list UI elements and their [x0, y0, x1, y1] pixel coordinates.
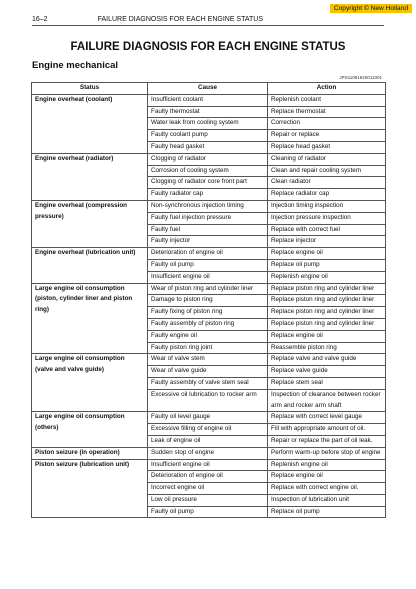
- action-cell: Replace piston ring and cylinder liner: [268, 318, 386, 330]
- copyright-badge: Copyright © New Holland: [330, 4, 412, 13]
- table-row: [32, 412, 386, 424]
- page-header: [32, 16, 384, 26]
- action-cell: Replace engine oil: [268, 330, 386, 342]
- cause-cell: Faulty fuel injection pressure: [148, 212, 268, 224]
- cause-cell: Faulty head gasket: [148, 141, 268, 153]
- cause-cell: Insufficient engine oil: [148, 271, 268, 283]
- action-cell: Injection pressure inspection: [268, 212, 386, 224]
- cause-cell: Faulty assembly of valve stem seal: [148, 377, 268, 389]
- action-cell: Inspection of clearance between rocker arm and rocker arm shaft: [268, 389, 386, 412]
- cause-cell: Wear of piston ring and cylinder liner: [148, 283, 268, 295]
- cause-cell: Faulty assembly of piston ring: [148, 318, 268, 330]
- cause-cell: Insufficient engine oil: [148, 459, 268, 471]
- table-row: [32, 248, 386, 260]
- action-cell: Injection timing inspection: [268, 200, 386, 212]
- action-cell: Replace head gasket: [268, 141, 386, 153]
- status-cell: Large engine oil consumption (others): [32, 412, 148, 447]
- action-cell: Replace injector: [268, 236, 386, 248]
- cause-cell: Wear of valve guide: [148, 366, 268, 378]
- cause-cell: Sudden stop of engine: [148, 447, 268, 459]
- action-cell: Repair or replace: [268, 130, 386, 142]
- status-cell: Piston seizure (in operation): [32, 447, 148, 459]
- action-cell: Reassemble piston ring: [268, 342, 386, 354]
- table-row: [32, 153, 386, 165]
- table-row: [32, 200, 386, 212]
- action-cell: Replace engine oil: [268, 248, 386, 260]
- section-subtitle: Engine mechanical: [32, 60, 119, 71]
- action-cell: Replace piston ring and cylinder liner: [268, 283, 386, 295]
- cause-cell: Deterioration of engine oil: [148, 248, 268, 260]
- cause-cell: Clogging of radiator: [148, 153, 268, 165]
- status-cell: Piston seizure (lubrication unit): [32, 459, 148, 518]
- table-row: [32, 447, 386, 459]
- action-cell: Replace valve and valve guide: [268, 354, 386, 366]
- cause-cell: Water leak from cooling system: [148, 118, 268, 130]
- cause-cell: Excessive oil lubrication to rocker arm: [148, 389, 268, 412]
- status-cell: Engine overheat (lubrication unit): [32, 248, 148, 283]
- action-cell: Replace valve guide: [268, 366, 386, 378]
- table-row: [32, 94, 386, 106]
- action-cell: Correction: [268, 118, 386, 130]
- column-header-cause: Cause: [148, 83, 268, 95]
- page-title: FAILURE DIAGNOSIS FOR EACH ENGINE STATUS: [70, 41, 346, 53]
- cause-cell: Excessive filling of engine oil: [148, 424, 268, 436]
- cause-cell: Corrosion of cooling system: [148, 165, 268, 177]
- cause-cell: Damage to piston ring: [148, 295, 268, 307]
- action-cell: Clean and repair cooling system: [268, 165, 386, 177]
- cause-cell: Deterioration of engine oil: [148, 471, 268, 483]
- diagnosis-table: [31, 82, 386, 518]
- header-section-title: FAILURE DIAGNOSIS FOR EACH ENGINE STATUS: [97, 16, 264, 23]
- action-cell: Replace with correct level gauge: [268, 412, 386, 424]
- action-cell: Replace stem seal: [268, 377, 386, 389]
- cause-cell: Low oil pressure: [148, 494, 268, 506]
- page-number: 16–2: [32, 16, 48, 23]
- column-header-status: Status: [32, 83, 148, 95]
- status-cell: Large engine oil consumption (valve and valve guide): [32, 354, 148, 412]
- cause-cell: Faulty engine oil: [148, 330, 268, 342]
- action-cell: Replenish engine oil: [268, 459, 386, 471]
- table-row: [32, 283, 386, 295]
- action-cell: Clean radiator: [268, 177, 386, 189]
- action-cell: Replace engine oil: [268, 471, 386, 483]
- document-id: JPS11081626011001: [339, 75, 382, 80]
- action-cell: Replace with correct engine oil.: [268, 483, 386, 495]
- action-cell: Replace oil pump: [268, 259, 386, 271]
- table-row: [32, 354, 386, 366]
- action-cell: Fill with appropriate amount of oil.: [268, 424, 386, 436]
- action-cell: Replace oil pump: [268, 506, 386, 518]
- cause-cell: Faulty fixing of piston ring: [148, 307, 268, 319]
- action-cell: Replenish coolant: [268, 94, 386, 106]
- status-cell: Engine overheat (compression pressure): [32, 200, 148, 247]
- cause-cell: Incorrect engine oil: [148, 483, 268, 495]
- status-cell: Large engine oil consumption (piston, cylinder liner and piston ring): [32, 283, 148, 354]
- cause-cell: Faulty oil level gauge: [148, 412, 268, 424]
- table-header-row: [32, 83, 386, 95]
- action-cell: Repair or replace the part of oil leak.: [268, 435, 386, 447]
- cause-cell: Faulty piston ring joint: [148, 342, 268, 354]
- column-header-action: Action: [268, 83, 386, 95]
- cause-cell: Faulty oil pump: [148, 259, 268, 271]
- cause-cell: Wear of valve stem: [148, 354, 268, 366]
- cause-cell: Clogging of radiator core front part: [148, 177, 268, 189]
- cause-cell: Faulty oil pump: [148, 506, 268, 518]
- action-cell: Perform warm-up before stop of engine: [268, 447, 386, 459]
- action-cell: Replace piston ring and cylinder liner: [268, 307, 386, 319]
- action-cell: Replenish engine oil: [268, 271, 386, 283]
- status-cell: Engine overheat (radiator): [32, 153, 148, 200]
- cause-cell: Faulty thermostat: [148, 106, 268, 118]
- cause-cell: Faulty fuel: [148, 224, 268, 236]
- action-cell: Replace thermostat: [268, 106, 386, 118]
- action-cell: Replace with correct fuel: [268, 224, 386, 236]
- cause-cell: Faulty coolant pump: [148, 130, 268, 142]
- action-cell: Replace piston ring and cylinder liner: [268, 295, 386, 307]
- table-row: [32, 459, 386, 471]
- table-body: [32, 94, 386, 518]
- cause-cell: Faulty injector: [148, 236, 268, 248]
- cause-cell: Non-synchronous injection timing: [148, 200, 268, 212]
- action-cell: Cleaning of radiator: [268, 153, 386, 165]
- action-cell: Replace radiator cap: [268, 189, 386, 201]
- status-cell: Engine overheat (coolant): [32, 94, 148, 153]
- cause-cell: Leak of engine oil: [148, 435, 268, 447]
- cause-cell: Faulty radiator cap: [148, 189, 268, 201]
- action-cell: Inspection of lubrication unit: [268, 494, 386, 506]
- cause-cell: Insufficient coolant: [148, 94, 268, 106]
